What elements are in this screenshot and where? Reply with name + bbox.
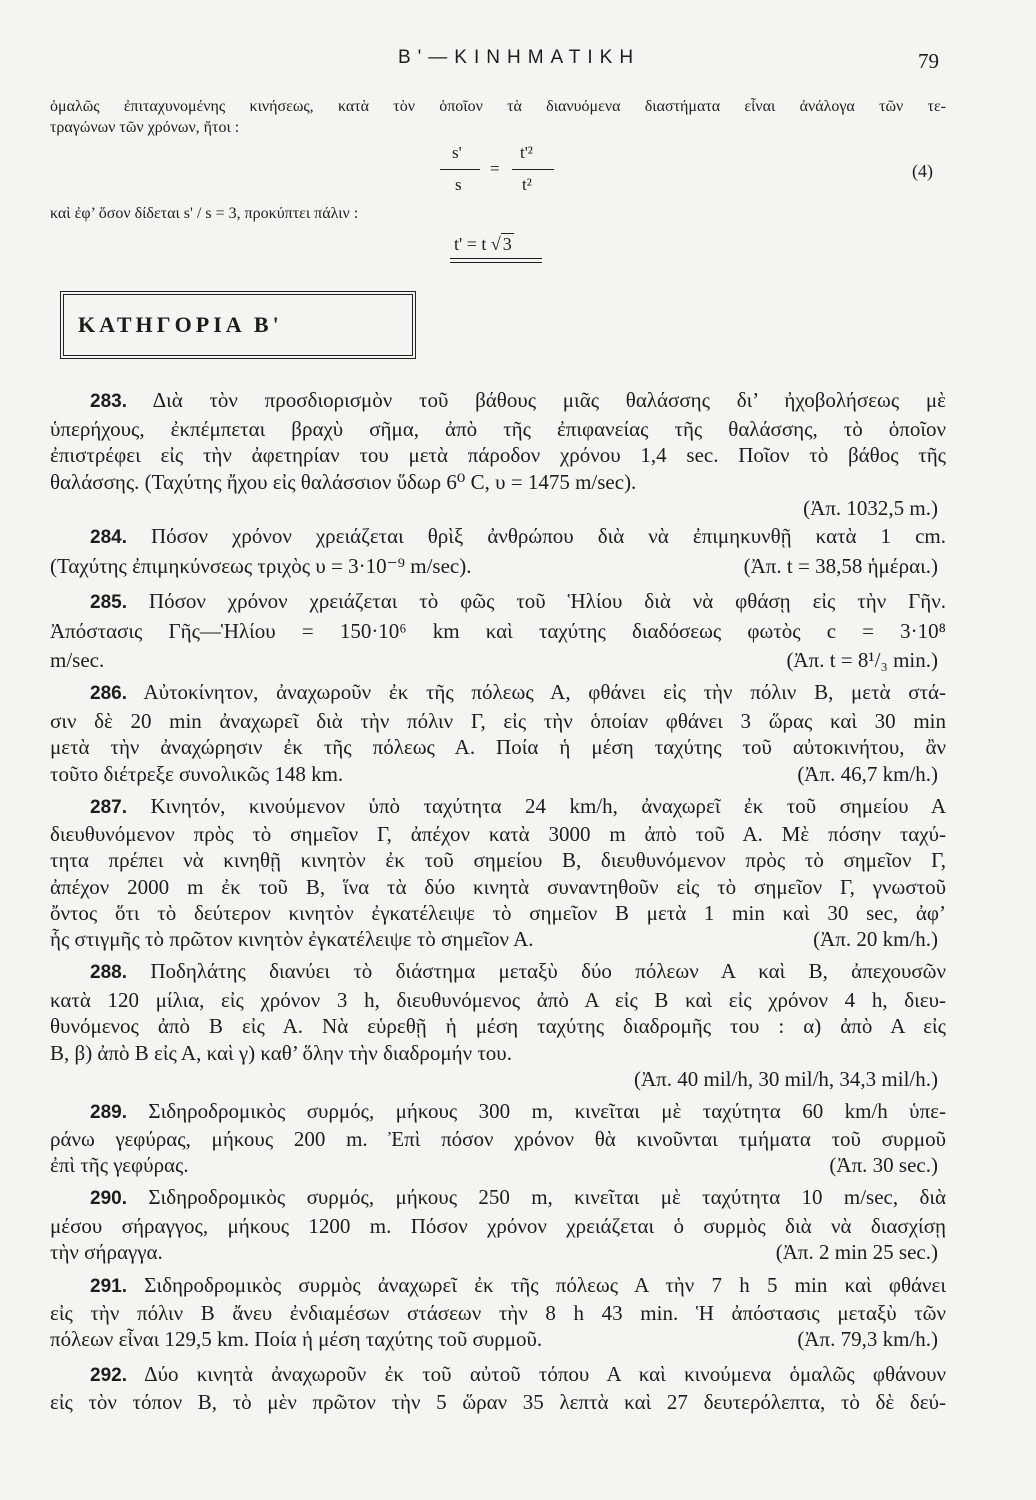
problem-answer: (Ἀπ. 1032,5 m.): [803, 496, 938, 520]
problem-text: ἐπὶ τῆς γεφύρας.: [50, 1153, 189, 1177]
problem-text: Σιδηροδρομικὸς συρμός, μήκους 300 m, κινεῖται μὲ ταχύτητα 60 km/h ὑπε-: [148, 1099, 946, 1123]
formula-lhs-numerator: s': [452, 143, 462, 162]
problem-text: Σιδηροδρομικὸς συρμὸς ἀναχωρεῖ ἐκ τῆς πόλεως Α τὴν 7 h 5 min καὶ φθάνει: [144, 1273, 946, 1297]
problem-text-line: [50, 646, 946, 675]
problem-text-line: [50, 1098, 946, 1126]
running-header-title: Β'—ΚΙΝΗΜΑΤΙΚΗ: [398, 47, 641, 68]
result-root-symbol: √: [490, 234, 501, 254]
problem-number: 287.: [90, 797, 127, 818]
problem-answer: (Ἀπ. 79,3 km/h.): [797, 1327, 938, 1351]
problem-292: [50, 1361, 946, 1416]
problem-answer: (Ἀπ. 40 mil/h, 30 mil/h, 34,3 mil/h.): [633, 1067, 938, 1091]
category-heading-box: [60, 291, 416, 359]
problem-text-line: ράνω γεφύρας, μήκους 200 m. Ἐπὶ πόσον χρόνον θὰ κινοῦνται τμήματα τοῦ συρμοῦ: [50, 1127, 946, 1151]
problem-text-line: [50, 761, 946, 788]
problem-answer: (Ἀπ. 46,7 km/h.): [797, 761, 938, 786]
page-number: 79: [918, 49, 939, 73]
problem-text-line: σιν δὲ 20 min ἀναχωρεῖ διὰ τὴν πόλιν Γ, εἰς τὴν ὁποίαν φθάνει 3 ὥρας καὶ 30 min: [50, 708, 946, 733]
problem-text: ἧς στιγμῆς τὸ πρῶτον κινητὸν ἐγκατέλειψε τὸ σημεῖον Α.: [50, 927, 534, 952]
problem-text-line: [50, 1184, 946, 1213]
problem-text: πόλεων εἶναι 129,5 km. Ποία ἡ μέση ταχύτης τοῦ συρμοῦ.: [50, 1327, 543, 1351]
problem-text: τὴν σήραγγα.: [50, 1240, 163, 1264]
problem-answer: (Ἀπ. 20 km/h.): [813, 927, 938, 952]
problem-text-line: μέσου σήραγγος, μήκους 1200 m. Πόσον χρόνον χρειάζεται ὁ συρμὸς διὰ νὰ διασχίσῃ: [50, 1213, 946, 1238]
problem-text-line: [50, 552, 946, 580]
problem-text-line: [50, 387, 946, 416]
problem-text: Δύο κινητὰ ἀναχωροῦν ἐκ τοῦ αὐτοῦ τόπου Α καὶ κινούμενα ὁμαλῶς φθάνουν: [144, 1362, 946, 1386]
problem-number: 284.: [90, 527, 127, 548]
problem-text-line: [50, 926, 946, 952]
formula-lhs-fraction-bar: [440, 169, 480, 170]
problem-291: [50, 1272, 946, 1352]
problem-text: Διὰ τὸν προσδιορισμὸν τοῦ βάθους μιᾶς θαλάσσης δι’ ἠχοβολήσεως μὲ: [152, 388, 947, 412]
intro-paragraph: [50, 96, 946, 138]
problem-text-line: [50, 587, 946, 617]
formula-equals: =: [490, 159, 500, 178]
result-underline-top: [450, 258, 542, 259]
problem-text-line: εἰς τὴν πόλιν Β ἄνευ ἐνδιαμέσων στάσεων τὴν 8 h 43 min. Ἡ ἀπόστασις μεταξὺ τῶν: [50, 1301, 946, 1325]
problem-285: [50, 587, 946, 675]
problem-number: 285.: [90, 592, 127, 613]
problem-text-line: ἀπέχον 2000 m ἐκ τοῦ Β, ἵνα τὰ δύο κινητὰ συναντηθοῦν εἰς τὸ σημεῖον Γ, γνωστοῦ: [50, 874, 946, 899]
problem-text-line: εἰς τὸν τόπον Β, τὸ μὲν πρῶτον τὴν 5 ὥραν 35 λεπτὰ καὶ 27 δευτερόλεπτα, τὸ δὲ δεύ-: [50, 1390, 946, 1414]
problem-text-line: [50, 1152, 946, 1178]
problem-text-line: τητα πρέπει νὰ κινηθῇ κινητὸν ἐκ τοῦ σημείου Β, διευθυνόμενον πρὸς τὸ σημεῖον Γ,: [50, 848, 946, 873]
problem-answer: (Ἀπ. 30 sec.): [829, 1153, 938, 1177]
problem-answer: (Ἀπ. t = 8¹/₃ min.): [786, 648, 938, 672]
problem-288: [50, 958, 946, 1093]
formula-rhs-fraction-bar: [512, 169, 554, 170]
problem-text-line: θαλάσσης. (Ταχύτης ἤχου εἰς θαλάσσιον ὕδωρ 6⁰ C, υ = 1475 m/sec).: [50, 469, 637, 494]
problem-text-line: [50, 679, 946, 708]
intro-line: τραγώνων τῶν χρόνων, ἤτοι :: [50, 119, 240, 136]
result-underline-bottom: [450, 262, 542, 263]
formula-label: (4): [912, 161, 933, 181]
condition-line: καὶ ἐφ’ ὅσον δίδεται s' / s = 3, προκύπτει πάλιν :: [50, 205, 359, 222]
problem-text-line: [50, 1361, 946, 1389]
problem-286: [50, 679, 946, 787]
problem-number: 286.: [90, 683, 127, 704]
problem-text-line: διευθυνόμενον πρὸς τὸ σημεῖον Γ, ἀπέχον κατὰ 3000 m ἀπὸ τοῦ Α. Μὲ πόσην ταχύ-: [50, 822, 946, 847]
formula-rhs-denominator: t²: [522, 175, 532, 194]
problem-number: 292.: [90, 1365, 127, 1386]
problem-number: 289.: [90, 1102, 127, 1123]
problem-290: [50, 1184, 946, 1266]
problem-text: Σιδηροδρομικὸς συρμός, μήκους 250 m, κινεῖται μὲ ταχύτητα 10 m/sec, διὰ: [148, 1185, 946, 1209]
problem-text-line: θυνόμενος ἀπὸ Β εἰς Α. Νὰ εὑρεθῇ ἡ μέση ταχύτης διαδρομῆς του : α) ἀπὸ Α εἰς: [50, 1014, 946, 1038]
result-formula: [454, 233, 514, 255]
formula-lhs-denominator: s: [455, 175, 462, 194]
problem-text-line: Ἀπόστασις Γῆς—Ἡλίου = 150·10⁶ km καὶ ταχύτης διαδόσεως φωτὸς c = 3·10⁸: [50, 619, 946, 643]
problem-text-line: ὄντος ὅτι τὸ δεύτερον κινητὸν ἐγκατέλειψε τὸ σημεῖον Β μετὰ 1 min καὶ 30 sec, ἀφ’: [50, 900, 946, 925]
problem-289: [50, 1098, 946, 1178]
problem-text-line: ὑπερήχους, ἐκπέμπεται βραχὺ σῆμα, ἀπὸ τῆς ἐπιφανείας τῆς θαλάσσης, τὸ ὁποῖον: [50, 416, 946, 441]
problem-283: [50, 387, 946, 522]
problem-text: Ποδηλάτης διανύει τὸ διάστημα μεταξὺ δύο πόλεων Α καὶ Β, ἀπεχουσῶν: [150, 959, 947, 983]
problem-text-line: ἐπιστρέφει εἰς τὴν ἀφετηρίαν του μετὰ πάροδον χρόνου 1,4 sec. Ποῖον τὸ βάθος τῆς: [50, 443, 946, 467]
problem-answer: (Ἀπ. 2 min 25 sec.): [775, 1240, 938, 1264]
problem-text: Αὐτοκίνητον, ἀναχωροῦν ἐκ τῆς πόλεως Α, φθάνει εἰς τὴν πόλιν Β, μετὰ στά-: [143, 680, 947, 704]
intro-line: ὁμαλῶς ἐπιταχυνομένης κινήσεως, κατὰ τὸν ὁποῖον τὰ διανυόμενα διαστήματα εἶναι ἀνάλογα τῶν τε-: [50, 98, 946, 115]
problem-text: Πόσον χρόνον χρειάζεται θρὶξ ἀνθρώπου διὰ νὰ ἐπιμηκυνθῇ κατὰ 1 cm.: [151, 524, 946, 548]
formula-rhs-numerator: t'²: [520, 143, 533, 162]
problem-number: 288.: [90, 962, 127, 983]
problem-text: (Ταχύτης ἐπιμηκύνσεως τριχὸς υ = 3·10⁻⁹ m/sec).: [50, 554, 472, 578]
problem-text-line: [50, 1272, 946, 1300]
problem-number: 291.: [90, 1276, 127, 1297]
problem-text-line: [50, 958, 946, 987]
problem-287: [50, 793, 946, 952]
problem-text: m/sec.: [50, 648, 105, 672]
problem-answer: (Ἀπ. t = 38,58 ἡμέραι.): [743, 554, 938, 578]
result-lhs: t' = t: [454, 234, 487, 254]
problem-text-line: Β, β) ἀπὸ Β εἰς Α, καὶ γ) καθ’ ὅλην τὴν διαδρομήν του.: [50, 1040, 512, 1065]
problem-text-line: [50, 1326, 946, 1352]
problem-text-line: [50, 1239, 946, 1266]
problem-text-line: κατὰ 120 μίλια, εἰς χρόνον 3 h, διευθυνόμενος ἀπὸ Α εἰς Β καὶ εἰς χρόνον 4 h, διευ-: [50, 987, 946, 1012]
problem-text-line: [50, 522, 946, 552]
problem-284: [50, 522, 946, 580]
problem-text-line: μετὰ τὴν ἀναχώρησιν ἐκ τῆς πόλεως Α. Ποία ἡ μέση ταχύτης τοῦ αὐτοκινήτου, ἂν: [50, 735, 946, 759]
problem-text: Πόσον χρόνον χρειάζεται τὸ φῶς τοῦ Ἡλίου διὰ νὰ φθάσῃ εἰς τὴν Γῆν.: [148, 589, 946, 613]
category-heading: ΚΑΤΗΓΟΡΙΑ Β': [78, 312, 283, 337]
problem-text: τοῦτο διέτρεξε συνολικῶς 148 km.: [50, 761, 344, 786]
result-radicand: 3: [502, 234, 512, 254]
problem-number: 290.: [90, 1188, 127, 1209]
problem-number: 283.: [90, 391, 127, 412]
problem-text-line: [50, 793, 946, 821]
problem-text: Κινητόν, κινούμενον ὑπὸ ταχύτητα 24 km/h, ἀναχωρεῖ ἐκ τοῦ σημείου Α: [150, 794, 946, 818]
